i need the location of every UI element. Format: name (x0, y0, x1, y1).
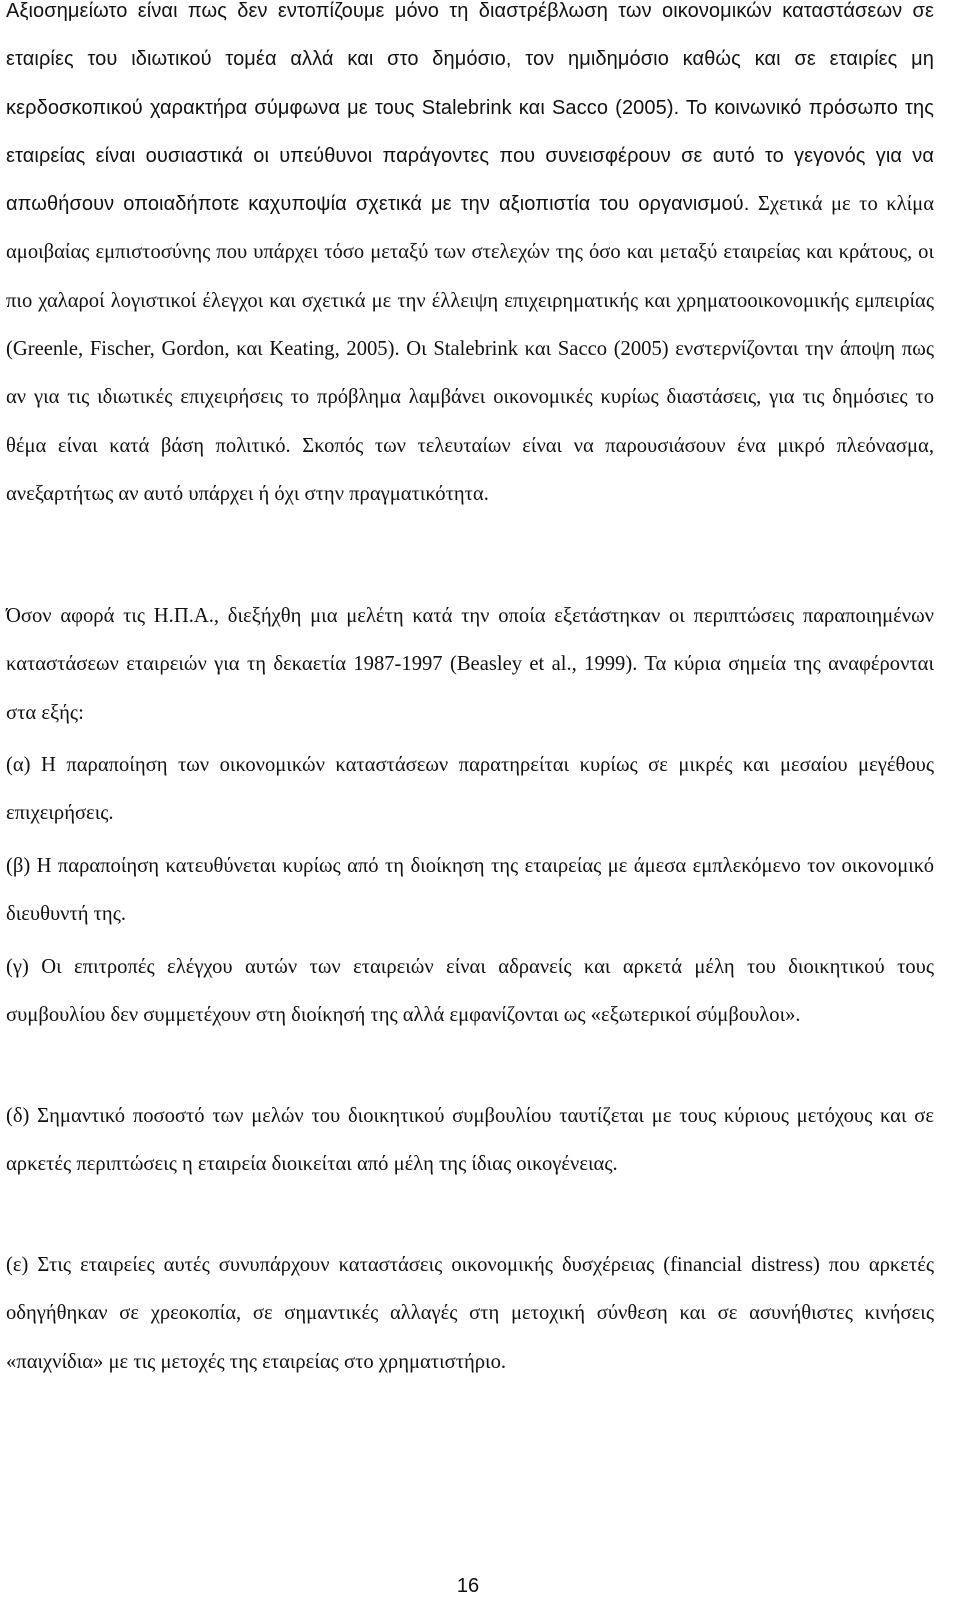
list-item-e: (ε) Στις εταιρείες αυτές συνυπάρχουν καταστάσεις οικονομικής δυσχέρειας (financial distress) που αρκετές οδηγήθηκαν σε χρεοκοπία, σε σημαντικές αλλαγές στη μετοχική σύνθεση και σε ασυνήθιστες κινήσεις «παιχνίδια» με τις μετοχές της εταιρείας στο χρηματιστήριο. (6, 1254, 935, 1373)
page-number: 16 (456, 1575, 480, 1597)
paragraph-intro-sentence-1: Αξιοσημείωτο είναι πως δεν εντοπίζουμε μόνο τη διαστρέβλωση των οικονομικών καταστάσεων σε εταιρίες του ιδιωτικού τομέα αλλά και στο δημόσιο, τον ημιδημόσιο καθώς και σε εταιρίες μη κερδοσκοπικού χαρακτήρα σύμφωνα με τους Stalebrink και Sacco (2005). (6, 0, 934, 119)
paragraph-usa-study-sentence-1: Όσον αφορά τις Η.Π.Α., διεξήχθη μια μελέτη κατά την οποία εξετάστηκαν οι περιπτώσεις παραποιημένων καταστάσεων εταιρειών για τη δεκαετία 1987-1997 (Beasley et al., 1999). (6, 605, 934, 676)
paragraph-usa-study (6, 592, 934, 737)
list-item-c: (γ) Οι επιτροπές ελέγχου αυτών των εταιρειών είναι αδρανείς και αρκετά μέλη του διοικητικού τους συμβουλίου δεν συμμετέχουν στη διοίκησή της αλλά εμφανίζονται ως «εξωτερικοί σύμβουλοι». (6, 956, 934, 1027)
list-item-b: (β) Η παραποίηση κατευθύνεται κυρίως από τη διοίκηση της εταιρείας με άμεσα εμπλεκόμενο τον οικονομικό διευθυντή της. (6, 855, 934, 926)
paragraph-intro-sentence-3: Σχετικά με το κλίμα αμοιβαίας εμπιστοσύνης που υπάρχει τόσο μεταξύ των στελεχών της όσο και μεταξύ εταιρείας και κράτους, οι πιο χαλαροί λογιστικοί έλεγχοι και σχετικά με την έλλειψη επιχειρηματικής και χρηματοοικονομικής εμπειρίας (Greenle, Fischer, Gordon, και Keating, 2005). (6, 193, 934, 361)
paragraph-usa-study-sentence-2: Τα κύρια σημεία της αναφέρονται στα εξής: (6, 653, 935, 724)
paragraph-intro-sentence-2: Το κοινωνικό πρόσωπο της εταιρείας είναι ουσιαστικά οι υπεύθυνοι παράγοντες που συνεισφέρουν σε αυτό το γεγονός για να απωθήσουν οποιαδήποτε καχυποψία σχετικά με την αξιοπιστία του οργανισμού. (6, 96, 934, 216)
list-item-d: (δ) Σημαντικό ποσοστό των μελών του διοικητικού συμβουλίου ταυτίζεται με τους κύριους μετόχους και σε αρκετές περιπτώσεις η εταιρεία διοικείται από μέλη της ίδιας οικογένειας. (6, 1105, 934, 1176)
list-item-a: (α) Η παραποίηση των οικονομικών καταστάσεων παρατηρείται κυρίως σε μικρές και μεσαίου μεγέθους επιχειρήσεις. (6, 754, 934, 825)
paragraph-intro (6, 0, 934, 518)
paragraph-intro-sentence-4: Οι Stalebrink και Sacco (2005) ενστερνίζονται την άποψη πως αν για τις ιδιωτικές επιχειρήσεις το πρόβλημα λαμβάνει οικονομικές κυρίως διαστάσεις, για τις δημόσιες το θέμα είναι κατά βάση πολιτικό. Σκοπός των τελευταίων είναι να παρουσιάσουν ένα μικρό πλεόνασμα, ανεξαρτήτως αν αυτό υπάρχει ή όχι στην πραγματικότητα. (6, 338, 934, 505)
